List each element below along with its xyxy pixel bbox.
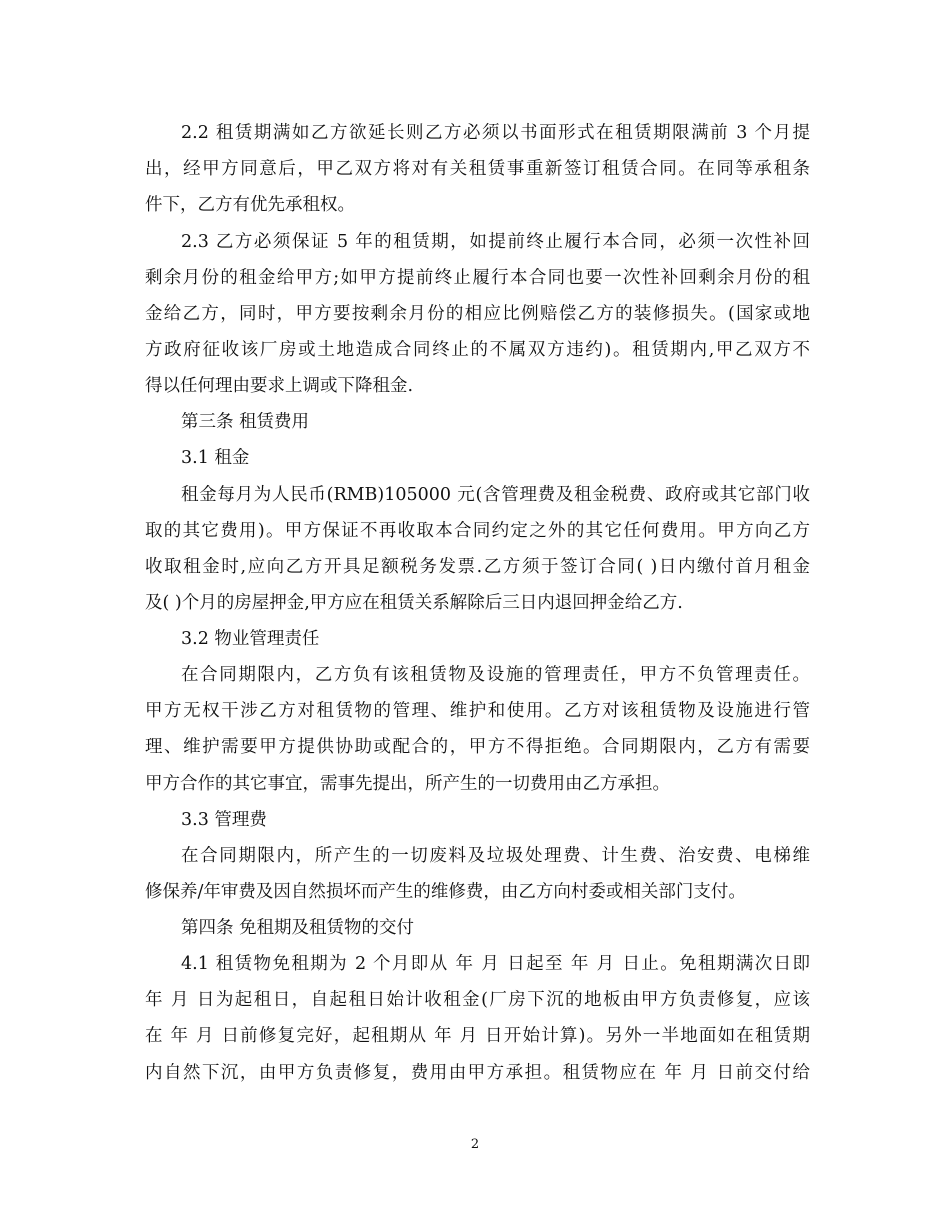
- text-line: 得以任何理由要求上调或下降租金.: [145, 376, 414, 396]
- text-line: 内自然下沉，由甲方负责修复，费用由甲方承担。租赁物应在 年 月 日前交付给: [145, 1063, 810, 1083]
- text-line: 金给乙方，同时，甲方要按剩余月份的相应比例赔偿乙方的装修损失。(国家或地: [145, 304, 810, 324]
- text-line: 出，经甲方同意后，甲乙双方将对有关租赁事重新签订租赁合同。在同等承租条: [145, 159, 810, 179]
- text-line: 在合同期限内，乙方负有该租赁物及设施的管理责任，甲方不负管理责任。: [181, 665, 810, 685]
- text-line: 年 月 日为起租日，自起租日始计收租金(厂房下沉的地板由甲方负责修复，应该: [145, 990, 810, 1010]
- text-line: 在合同期限内，所产生的一切废料及垃圾处理费、计生费、治安费、电梯维: [181, 846, 810, 866]
- text-line: 甲方合作的其它事宜，需事先提出，所产生的一切费用由乙方承担。: [145, 774, 670, 794]
- text-line: 理、维护需要甲方提供协助或配合的，甲方不得拒绝。合同期限内，乙方有需要: [145, 737, 810, 757]
- text-line: 修保养/年审费及因自然损坏而产生的维修费，由乙方向村委或相关部门支付。: [145, 882, 746, 902]
- section-heading-article-4: 第四条 免租期及租赁物的交付: [181, 918, 415, 938]
- text-line: 方政府征收该厂房或土地造成合同终止的不属双方违约)。租赁期内,甲乙双方不: [145, 340, 810, 360]
- section-heading-article-3: 第三条 租赁费用: [181, 412, 310, 432]
- text-line: 租金每月为人民币(RMB)105000 元(含管理费及租金税费、政府或其它部门收: [181, 485, 810, 505]
- page-number: 2: [470, 1137, 480, 1152]
- clause-heading-3-2: 3.2 物业管理责任: [181, 629, 320, 649]
- clause-heading-3-1: 3.1 租金: [181, 448, 250, 468]
- text-line: 及( )个月的房屋押金,甲方应在租赁关系解除后三日内退回押金给乙方.: [145, 593, 683, 613]
- text-line-clause-2-2: 2.2 租赁期满如乙方欲延长则乙方必须以书面形式在租赁期限满前 3 个月提: [181, 123, 810, 143]
- text-line: 取的其它费用)。甲方保证不再收取本合同约定之外的其它任何费用。甲方向乙方: [145, 521, 810, 541]
- text-line: 收取租金时,应向乙方开具足额税务发票.乙方须于签订合同( )日内缴付首月租金: [145, 557, 810, 577]
- text-line-clause-4-1: 4.1 租赁物免租期为 2 个月即从 年 月 日起至 年 月 日止。免租期满次日即: [181, 954, 810, 974]
- text-line: 甲方无权干涉乙方对租赁物的管理、维护和使用。乙方对该租赁物及设施进行管: [145, 701, 810, 721]
- text-line-clause-2-3: 2.3 乙方必须保证 5 年的租赁期，如提前终止履行本合同，必须一次性补回: [181, 232, 810, 252]
- text-line: 在 年 月 日前修复完好，起租期从 年 月 日开始计算)。另外一半地面如在租赁期: [145, 1026, 810, 1046]
- text-line: 剩余月份的租金给甲方;如甲方提前终止履行本合同也要一次性补回剩余月份的租: [145, 268, 810, 288]
- text-line: 件下，乙方有优先承租权。: [145, 195, 355, 215]
- clause-heading-3-3: 3.3 管理费: [181, 810, 267, 830]
